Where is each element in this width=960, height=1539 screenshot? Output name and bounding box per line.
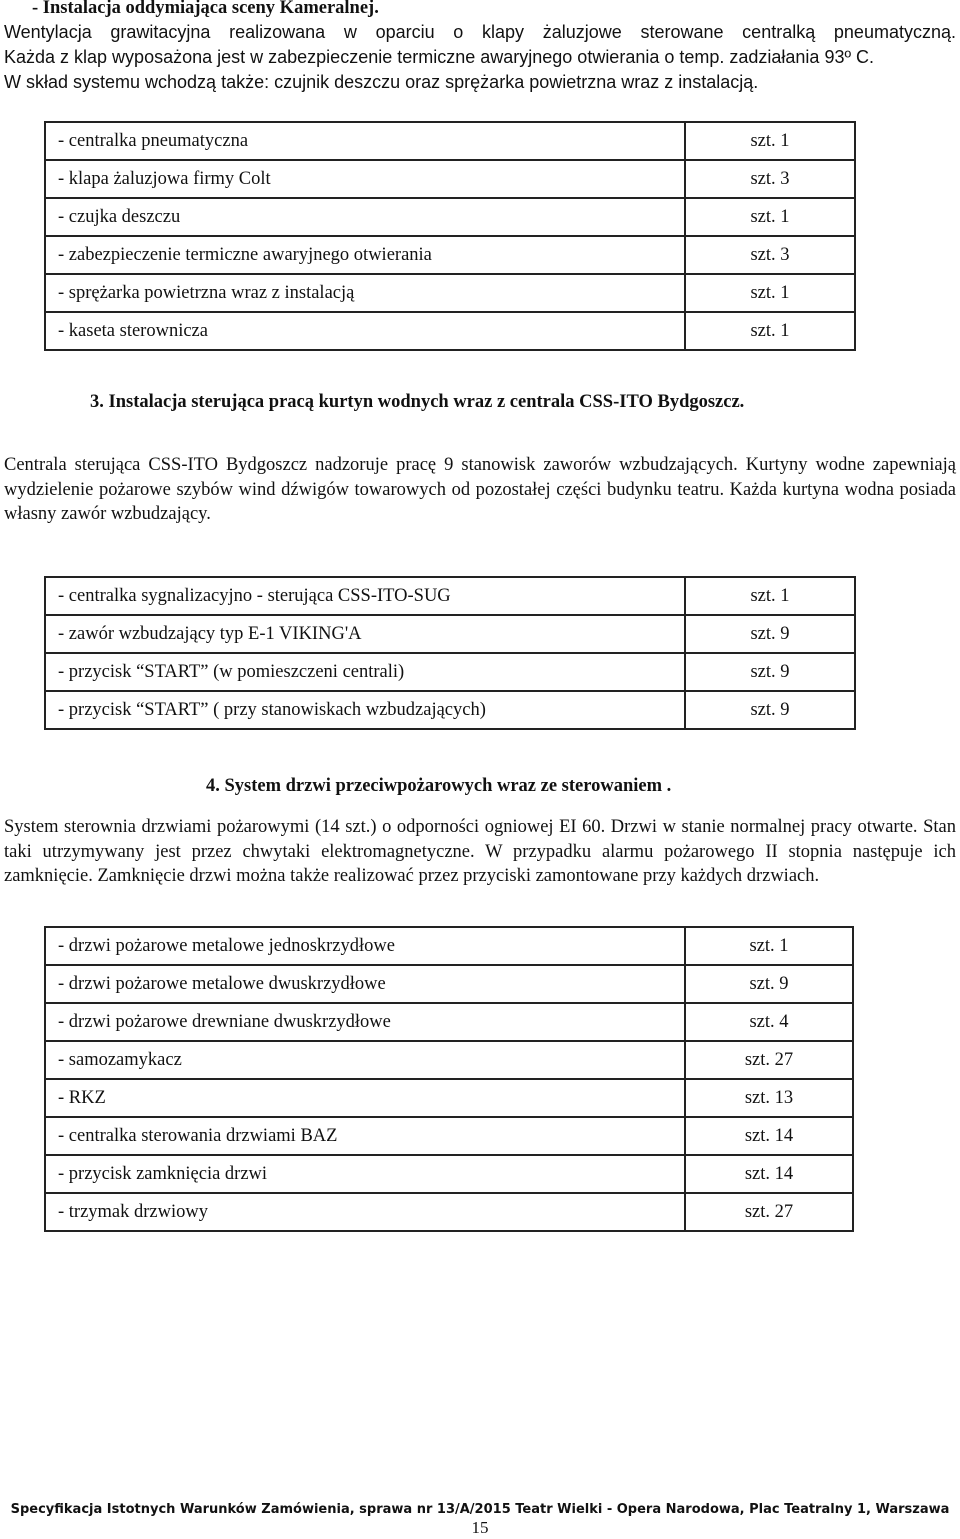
item-qty: szt. 9 — [685, 691, 855, 729]
item-name: - RKZ — [45, 1079, 685, 1117]
table-row — [45, 1041, 853, 1079]
item-qty: szt. 3 — [685, 160, 855, 198]
item-name: - klapa żaluzjowa firmy Colt — [45, 160, 685, 198]
table-row — [45, 198, 855, 236]
section-heading-oddymianie: - Instalacja oddymiająca sceny Kameralnej. — [32, 0, 379, 18]
item-qty: szt. 13 — [685, 1079, 853, 1117]
table-row — [45, 122, 855, 160]
table-row — [45, 965, 853, 1003]
item-name: - zabezpieczenie termiczne awaryjnego otwierania — [45, 236, 685, 274]
table-row — [45, 1155, 853, 1193]
description-line: Wentylacja grawitacyjna realizowana w oparciu o klapy żaluzjowe sterowane centralką pneumatyczną. — [4, 22, 956, 42]
item-qty: szt. 3 — [685, 236, 855, 274]
table-row — [45, 577, 855, 615]
section-heading-drzwi: 4. System drzwi przeciwpożarowych wraz ze sterowaniem . — [206, 776, 672, 796]
item-name: - czujka deszczu — [45, 198, 685, 236]
item-name: - samozamykacz — [45, 1041, 685, 1079]
item-qty: szt. 4 — [685, 1003, 853, 1041]
item-qty: szt. 1 — [685, 122, 855, 160]
item-qty: szt. 9 — [685, 965, 853, 1003]
section3-paragraph: Centrala sterująca CSS-ITO Bydgoszcz nadzoruje pracę 9 stanowisk zaworów wzbudzających. Kurtyny wodne zapewniają wydzielenie pożarowe szybów wind dźwigów towarowych od pozostałej części budynku teatru. Każda kurtyna wodna posiada własny zawór wzbudzający. — [4, 455, 956, 524]
page-number: 15 — [471, 1518, 489, 1537]
table-row — [45, 615, 855, 653]
item-name: - przycisk zamknięcia drzwi — [45, 1155, 685, 1193]
item-name: - centralka pneumatyczna — [45, 122, 685, 160]
description-line: Każda z klap wyposażona jest w zabezpieczenie termiczne awaryjnego otwierania o temp. zadziałania 93º C. — [4, 47, 875, 67]
table-row — [45, 312, 855, 350]
table-row — [45, 1003, 853, 1041]
description-line: W skład systemu wchodzą także: czujnik deszczu oraz sprężarka powietrzna wraz z instalacją. — [4, 72, 759, 92]
item-qty: szt. 1 — [685, 577, 855, 615]
item-name: - przycisk “START” (w pomieszczeni centrali) — [45, 653, 685, 691]
item-qty: szt. 9 — [685, 653, 855, 691]
item-name: - przycisk “START” ( przy stanowiskach wzbudzających) — [45, 691, 685, 729]
table-row — [45, 160, 855, 198]
item-qty: szt. 1 — [685, 274, 855, 312]
equipment-table-oddymianie — [44, 121, 856, 351]
item-qty: szt. 1 — [685, 927, 853, 965]
section-heading-kurtyny: 3. Instalacja sterująca pracą kurtyn wodnych wraz z centrala CSS-ITO Bydgoszcz. — [90, 392, 745, 412]
item-name: - sprężarka powietrzna wraz z instalacją — [45, 274, 685, 312]
item-name: - zawór wzbudzający typ E-1 VIKING'A — [45, 615, 685, 653]
item-name: - drzwi pożarowe metalowe dwuskrzydłowe — [45, 965, 685, 1003]
table-row — [45, 653, 855, 691]
table-row — [45, 1193, 853, 1231]
table-row — [45, 1079, 853, 1117]
item-qty: szt. 27 — [685, 1041, 853, 1079]
section-top-description — [4, 20, 956, 95]
equipment-table-drzwi — [44, 926, 854, 1232]
item-name: - kaseta sterownicza — [45, 312, 685, 350]
item-qty: szt. 1 — [685, 312, 855, 350]
item-name: - centralka sterowania drzwiami BAZ — [45, 1117, 685, 1155]
page-footer: Specyfikacja Istotnych Warunków Zamówienia, sprawa nr 13/A/2015 Teatr Wielki - Opera Narodowa, Plac Teatralny 1, Warszawa — [10, 1502, 950, 1517]
item-name: - trzymak drzwiowy — [45, 1193, 685, 1231]
item-qty: szt. 27 — [685, 1193, 853, 1231]
item-qty: szt. 14 — [685, 1155, 853, 1193]
table-row — [45, 274, 855, 312]
table-row — [45, 236, 855, 274]
item-name: - centralka sygnalizacyjno - sterująca CSS-ITO-SUG — [45, 577, 685, 615]
item-name: - drzwi pożarowe drewniane dwuskrzydłowe — [45, 1003, 685, 1041]
item-qty: szt. 1 — [685, 198, 855, 236]
section4-paragraph: System sterownia drzwiami pożarowymi (14 szt.) o odporności ogniowej EI 60. Drzwi w stanie normalnej pracy otwarte. Stan taki utrzymywany jest przez chwytaki elektromagnetyczne. W przypadku alarmu pożarowego II stopnia następuje ich zamknięcie. Zamknięcie drzwi można także realizować przez przyciski zamontowane przy każdych drzwiach. — [4, 817, 956, 886]
table-row — [45, 1117, 853, 1155]
table-row — [45, 927, 853, 965]
item-qty: szt. 14 — [685, 1117, 853, 1155]
item-qty: szt. 9 — [685, 615, 855, 653]
item-name: - drzwi pożarowe metalowe jednoskrzydłowe — [45, 927, 685, 965]
equipment-table-kurtyny — [44, 576, 856, 730]
table-row — [45, 691, 855, 729]
